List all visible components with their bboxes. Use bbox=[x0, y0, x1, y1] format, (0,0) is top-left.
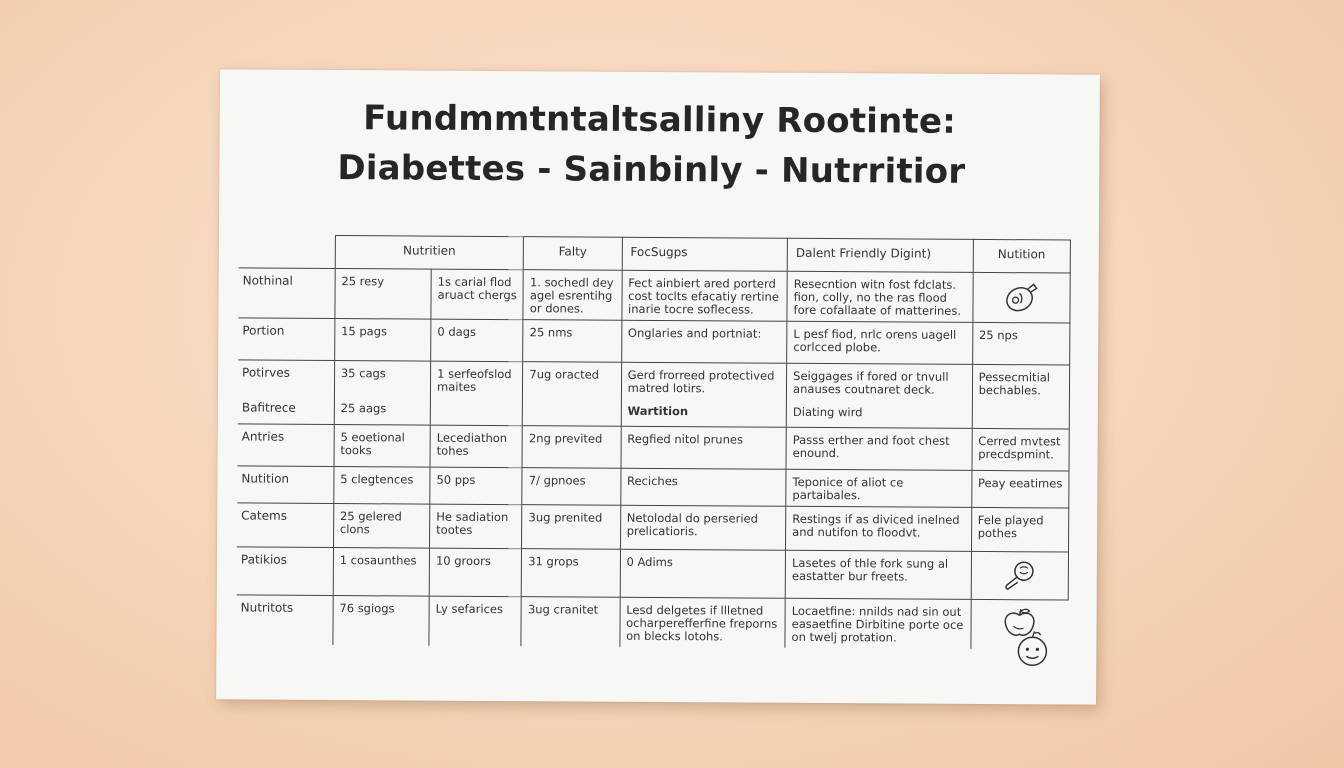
row-label-text: Potirves bbox=[242, 365, 290, 380]
table-cell: Onglaries and portniat: bbox=[621, 320, 787, 363]
table-cell: 7/ gpnoes bbox=[522, 468, 621, 506]
table-row bbox=[238, 268, 1070, 323]
table-cell: 3ug prenited bbox=[522, 505, 621, 550]
table-cell: 10 groors bbox=[429, 548, 522, 597]
table-row bbox=[237, 466, 1069, 508]
cell-text: Wartition bbox=[627, 403, 689, 419]
row-label bbox=[238, 360, 335, 425]
header-cell: Dalent Friendly Digint) bbox=[787, 238, 973, 272]
table-cell: Regfied nitol prunes bbox=[621, 426, 787, 469]
table-cell: Cerred mvtest precdspmint. bbox=[972, 428, 1070, 471]
table-cell: Ly sefarices bbox=[429, 596, 522, 646]
table-cell: 0 Adims bbox=[620, 549, 786, 598]
table-cell: 50 pps bbox=[430, 467, 522, 505]
row-label: Patikios bbox=[237, 547, 334, 596]
title-line-1: Fundmmtntaltsalliny Rootinte: bbox=[363, 98, 957, 142]
table-cell: L pesf fiod, nrlc orens uagell corlcced plobe. bbox=[787, 321, 973, 364]
table-cell: 25 nms bbox=[523, 320, 622, 363]
table-cell bbox=[621, 362, 787, 427]
cell-text: Gerd frorreed protectived matred lotirs. bbox=[627, 367, 775, 396]
row-label: Nutritots bbox=[236, 595, 333, 645]
table-cell: 3ug cranitet bbox=[521, 597, 620, 647]
table-cell: 2ng previted bbox=[522, 426, 621, 469]
table-cell: Locaetfine: nnilds nad sin out easaetfine Dirbitine porte oce on twelj protation. bbox=[785, 598, 971, 649]
cell-text: Diating wird bbox=[792, 404, 863, 420]
table-row bbox=[238, 318, 1070, 365]
table-cell: Peay eeatimes bbox=[971, 470, 1069, 508]
paper-sheet bbox=[216, 69, 1100, 704]
table-cell: 1s carial flod aruact chergs bbox=[431, 269, 524, 320]
table-cell: He sadiation tootes bbox=[430, 504, 523, 549]
table-cell: Fele played pothes bbox=[971, 507, 1069, 552]
table-cell: Lasetes of thle fork sung al eastatter bur freets. bbox=[785, 550, 971, 599]
row-label-text: Bafitrece bbox=[241, 400, 296, 415]
icon-cell bbox=[973, 272, 1071, 323]
cell-text: Seiggages if fored or tnvull anauses coutnaret deck. bbox=[793, 368, 949, 397]
row-label: Nutition bbox=[237, 466, 334, 504]
table-cell: Reciches bbox=[620, 468, 786, 506]
table-cell: 5 clegtences bbox=[334, 467, 431, 505]
table-cell: Fect ainbiert ared porterd cost toclts efacatiy rertine inarie tocre soflecess. bbox=[622, 270, 788, 321]
table-cell: 31 grops bbox=[522, 549, 621, 598]
header-cell: Falty bbox=[524, 237, 622, 271]
table-cell: 1 serfeofslod maites bbox=[430, 361, 523, 426]
table-cell: Teponice of aliot ce partaibales. bbox=[786, 469, 972, 507]
table-cell bbox=[334, 361, 431, 426]
header-blank bbox=[239, 235, 335, 269]
table-cell: Resecntion witn fost fdclats. fion, colly, no the ras flood fore cofallaate of matterines. bbox=[787, 271, 973, 322]
nutrition-bag-icon bbox=[1001, 279, 1041, 318]
table-cell: 25 nps bbox=[972, 322, 1070, 365]
table-cell: 0 dags bbox=[431, 319, 524, 362]
row-label: Antries bbox=[238, 424, 335, 467]
face-fruit-icon bbox=[1012, 629, 1052, 673]
table-cell: 25 gelered clons bbox=[333, 504, 430, 549]
table-cell: 7ug oracted bbox=[523, 362, 622, 427]
header-cell: Nutition bbox=[973, 239, 1071, 273]
table-cell: 5 eoetional tooks bbox=[334, 425, 431, 468]
table-row bbox=[237, 547, 1069, 600]
table-cell: Restings if as diviced inelned and nutifon to floodvt. bbox=[786, 506, 972, 551]
table-cell: Lesd delgetes if llletned ocharperefferfine freporns on blecks lotohs. bbox=[620, 597, 786, 648]
table-row bbox=[237, 503, 1069, 552]
header-cell: FocSugps bbox=[622, 237, 788, 271]
table-cell: 1. sochedl dey agel esrentihg or dones. bbox=[523, 270, 622, 321]
table-row bbox=[238, 424, 1070, 471]
title-line-2: Diabettes - Sainbinly - Nutrritior bbox=[337, 148, 966, 192]
cell-text: 25 aags bbox=[340, 401, 387, 416]
table-cell: Passs erther and foot chest enound. bbox=[786, 427, 972, 470]
row-label: Nothinal bbox=[238, 268, 335, 319]
table-cell: 15 pags bbox=[334, 319, 431, 362]
table-cell: 1 cosaunthes bbox=[333, 548, 430, 597]
table-cell bbox=[786, 363, 972, 428]
table-cell: Lecediathon tohes bbox=[430, 425, 523, 468]
nutrition-table bbox=[236, 234, 1070, 649]
icon-cell bbox=[971, 551, 1069, 600]
table-cell: 76 sgiogs bbox=[333, 596, 430, 646]
table-cell: Netolodal do perseried prelicatioris. bbox=[620, 505, 786, 550]
table-cell: 25 resy bbox=[335, 269, 432, 320]
header-cell: Nutritien bbox=[335, 236, 524, 270]
row-label: Portion bbox=[238, 318, 335, 361]
magnifier-icon bbox=[999, 558, 1041, 595]
table-row bbox=[236, 595, 1068, 650]
table-row bbox=[238, 360, 1070, 429]
row-label: Catems bbox=[237, 503, 334, 548]
table-header-row bbox=[239, 235, 1071, 273]
table-cell: Pessecmitial bechables. bbox=[972, 364, 1070, 429]
cell-text: 35 cags bbox=[340, 366, 386, 381]
